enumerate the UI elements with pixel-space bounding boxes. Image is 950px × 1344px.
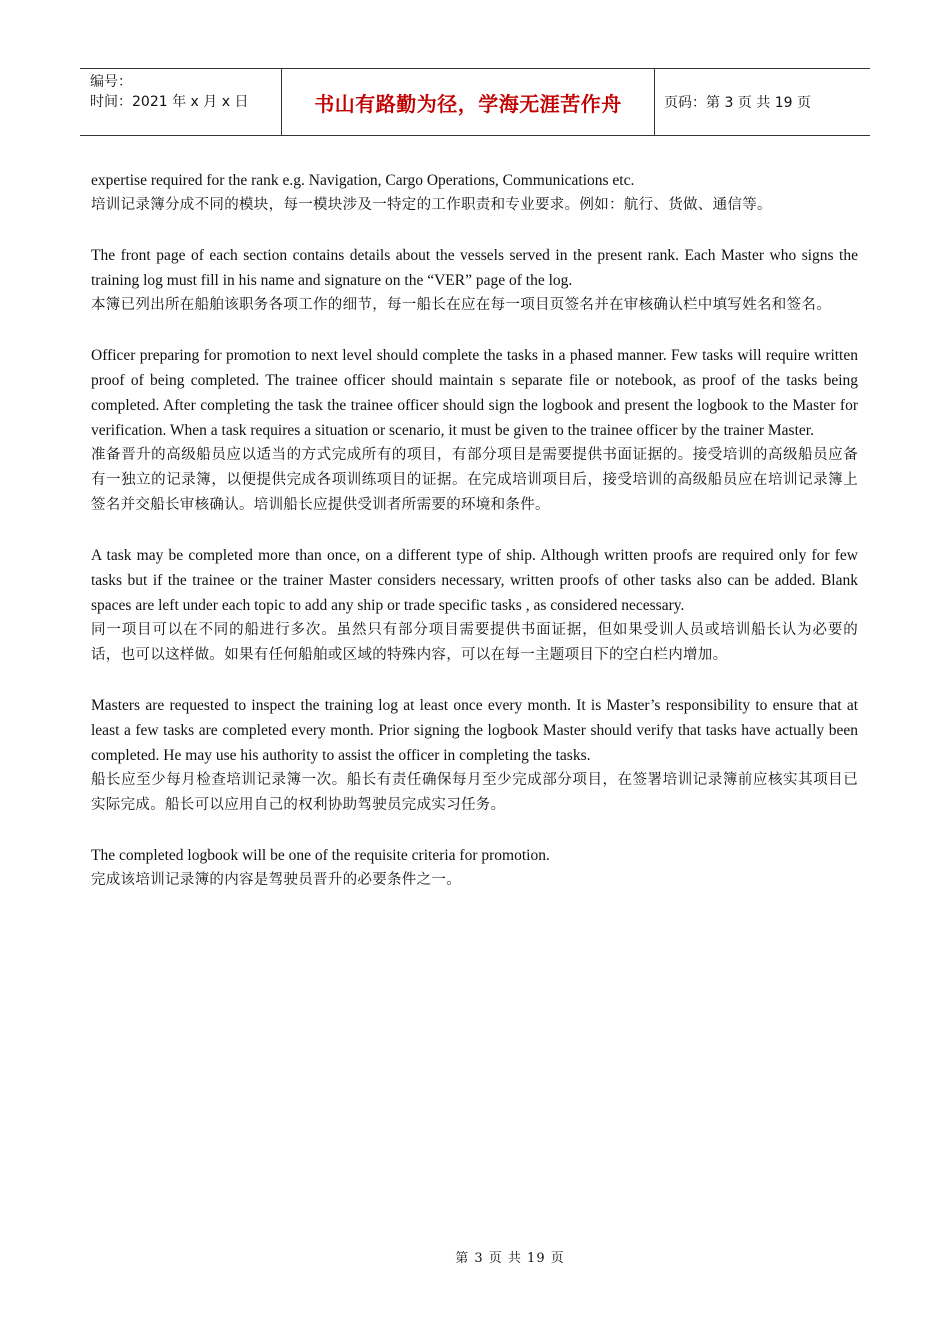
paragraph-zh: 同一项目可以在不同的船进行多次。虽然只有部分项目需要提供书面证据，但如果受训人员或培训船长认为必要的话，也可以这样做。如果有任何船舶或区域的特殊内容，可以在每一主题项目下的空白栏内增加。 bbox=[91, 622, 858, 663]
paragraph-en: Masters are requested to inspect the training log at least once every month. It is Master’s responsibility to ensure that at least a few tasks are completed every month. Prior signing the logbook Master should verify that tasks have actually been completed. He may use his authority to assist the officer in completing the tasks. bbox=[91, 697, 858, 764]
paragraph-en: The completed logbook will be one of the requisite criteria for promotion. bbox=[91, 847, 550, 864]
page-header bbox=[80, 68, 870, 136]
paragraph-gap bbox=[91, 218, 858, 243]
document-number-label: 编号： bbox=[90, 74, 132, 90]
paragraph-gap bbox=[91, 668, 858, 693]
paragraph-zh: 完成该培训记录簿的内容是驾驶员晋升的必要条件之一。 bbox=[91, 872, 461, 888]
paragraph-zh: 培训记录簿分成不同的模块，每一模块涉及一特定的工作职责和专业要求。例如：航行、货做、通信等。 bbox=[91, 197, 772, 213]
paragraph-gap bbox=[91, 818, 858, 843]
paragraph-zh: 本簿已列出所在船舶该职务各项工作的细节，每一船长在应在每一项目页签名并在审核确认栏中填写姓名和签名。 bbox=[91, 297, 831, 313]
paragraph-en: Officer preparing for promotion to next level should complete the tasks in a phased manner. Few tasks will require written proof of being completed. The trainee officer should maintain s separate file or notebook, as proof of the tasks being completed. After completing the task the trainee officer should sign the logbook and present the logbook to the Master for verification. When a task requires a situation or scenario, it must be given to the trainee officer by the trainer Master. bbox=[91, 347, 858, 439]
header-left-cell bbox=[80, 69, 281, 135]
header-page-info: 页码：第 3 页 共 19 页 bbox=[664, 95, 811, 111]
footer-page-number: 第 3 页 共 19 页 bbox=[455, 1251, 565, 1266]
header-motto-cell bbox=[281, 69, 655, 135]
paragraph-en: The front page of each section contains details about the vessels served in the present rank. Each Master who signs the training log must fill in his name and signature on the “VER” page of the log. bbox=[91, 247, 858, 289]
paragraph-en: expertise required for the rank e.g. Navigation, Cargo Operations, Communications etc. bbox=[91, 172, 635, 189]
paragraph-gap bbox=[91, 518, 858, 543]
paragraph-gap bbox=[91, 318, 858, 343]
paragraph-zh: 船长应至少每月检查培训记录簿一次。船长有责任确保每月至少完成部分项目，在签署培训记录簿前应核实其项目已实际完成。船长可以应用自己的权利协助驾驶员完成实习任务。 bbox=[91, 772, 858, 813]
header-page-cell bbox=[655, 69, 870, 135]
document-date-label: 时间：2021 年 x 月 x 日 bbox=[90, 94, 249, 110]
page-footer bbox=[0, 1247, 950, 1266]
document-body bbox=[91, 168, 858, 893]
header-motto: 书山有路勤为径，学海无涯苦作舟 bbox=[314, 91, 622, 116]
paragraph-en: A task may be completed more than once, on a different type of ship. Although written proofs are required only for few tasks but if the trainee or the trainer Master considers necessary, written proofs of other tasks also can be added. Blank spaces are left under each topic to add any ship or trade specific tasks , as considered necessary. bbox=[91, 547, 858, 614]
paragraph-zh: 准备晋升的高级船员应以适当的方式完成所有的项目，有部分项目是需要提供书面证据的。接受培训的高级船员应备有一独立的记录簿，以便提供完成各项训练项目的证据。在完成培训项目后，接受培训的高级船员应在培训记录簿上签名并交船长审核确认。培训船长应提供受训者所需要的环境和条件。 bbox=[91, 447, 858, 513]
